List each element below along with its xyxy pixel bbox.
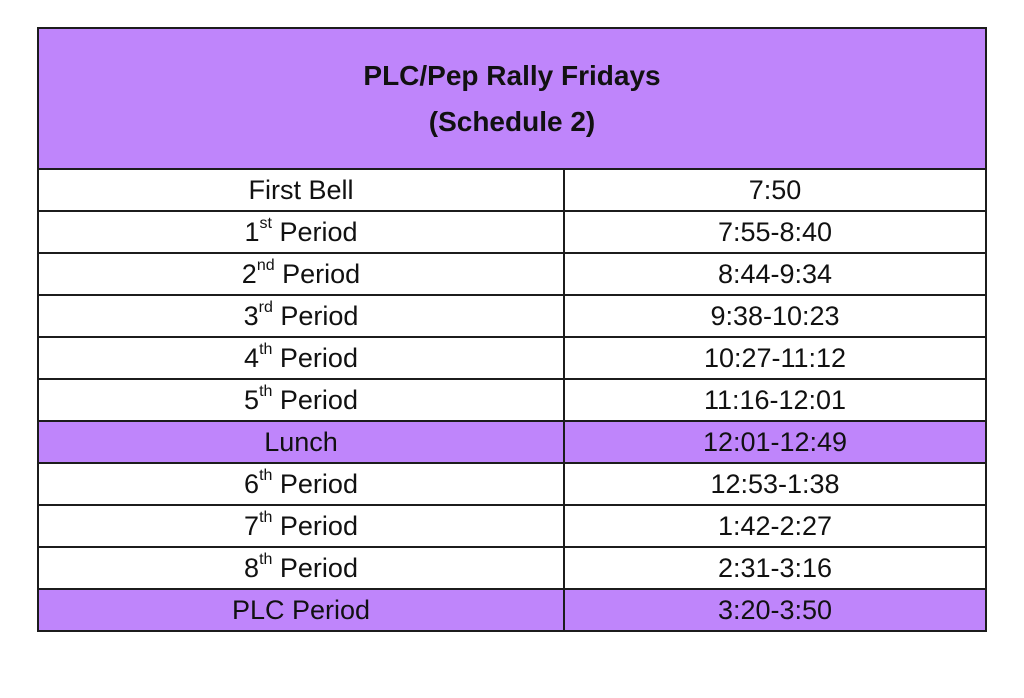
period-time: 9:38-10:23 — [564, 295, 986, 337]
period-label-cell — [38, 379, 564, 421]
period-time: 3:20-3:50 — [564, 589, 986, 631]
period-number: 1 — [244, 216, 260, 247]
period-label: First Bell — [248, 174, 354, 205]
schedule-row — [38, 421, 986, 463]
period-time: 10:27-11:12 — [564, 337, 986, 379]
period-ordinal-suffix: th — [259, 508, 273, 526]
schedule-row — [38, 379, 986, 421]
schedule-row — [38, 589, 986, 631]
period-label-cell — [38, 295, 564, 337]
schedule-row — [38, 463, 986, 505]
period-ordinal-suffix: nd — [256, 256, 275, 274]
period-ordinal-suffix: th — [259, 550, 273, 568]
period-label: Period — [271, 216, 358, 247]
period-ordinal-suffix: th — [259, 382, 273, 400]
period-time: 7:50 — [564, 169, 986, 211]
period-label-cell — [38, 169, 564, 211]
period-number: 4 — [244, 342, 260, 373]
period-label: Period — [272, 552, 358, 583]
period-label-cell — [38, 505, 564, 547]
period-label-cell — [38, 253, 564, 295]
period-label: Period — [274, 258, 361, 289]
period-number: 2 — [241, 258, 257, 289]
schedule-row — [38, 253, 986, 295]
period-label: PLC Period — [231, 594, 371, 625]
period-number: 8 — [244, 552, 260, 583]
schedule-header-row — [38, 28, 986, 169]
schedule-row — [38, 337, 986, 379]
period-time: 1:42-2:27 — [564, 505, 986, 547]
period-number: 7 — [244, 510, 260, 541]
period-time: 12:53-1:38 — [564, 463, 986, 505]
period-time: 12:01-12:49 — [564, 421, 986, 463]
schedule-row — [38, 547, 986, 589]
period-label-cell — [38, 463, 564, 505]
schedule-title — [38, 28, 986, 169]
period-label-cell — [38, 337, 564, 379]
period-time: 8:44-9:34 — [564, 253, 986, 295]
period-ordinal-suffix: st — [259, 214, 272, 232]
schedule-body — [38, 169, 986, 631]
period-number: 5 — [244, 384, 260, 415]
period-label: Period — [272, 384, 358, 415]
schedule-row — [38, 295, 986, 337]
schedule-title-line1: PLC/Pep Rally Fridays — [363, 59, 661, 91]
period-number: 3 — [243, 300, 259, 331]
period-label: Lunch — [264, 426, 338, 457]
period-label-cell — [38, 421, 564, 463]
period-label-cell — [38, 547, 564, 589]
period-ordinal-suffix: rd — [258, 298, 273, 316]
schedule-row — [38, 505, 986, 547]
period-label-cell — [38, 589, 564, 631]
period-label: Period — [272, 342, 358, 373]
schedule-table — [37, 27, 987, 632]
period-label: Period — [272, 300, 359, 331]
period-label: Period — [272, 468, 358, 499]
schedule-row — [38, 211, 986, 253]
period-ordinal-suffix: th — [259, 466, 273, 484]
schedule-title-line2: (Schedule 2) — [428, 105, 596, 137]
period-ordinal-suffix: th — [259, 340, 273, 358]
period-number: 6 — [244, 468, 260, 499]
schedule-row — [38, 169, 986, 211]
period-label: Period — [272, 510, 358, 541]
period-time: 7:55-8:40 — [564, 211, 986, 253]
period-label-cell — [38, 211, 564, 253]
period-time: 2:31-3:16 — [564, 547, 986, 589]
period-time: 11:16-12:01 — [564, 379, 986, 421]
